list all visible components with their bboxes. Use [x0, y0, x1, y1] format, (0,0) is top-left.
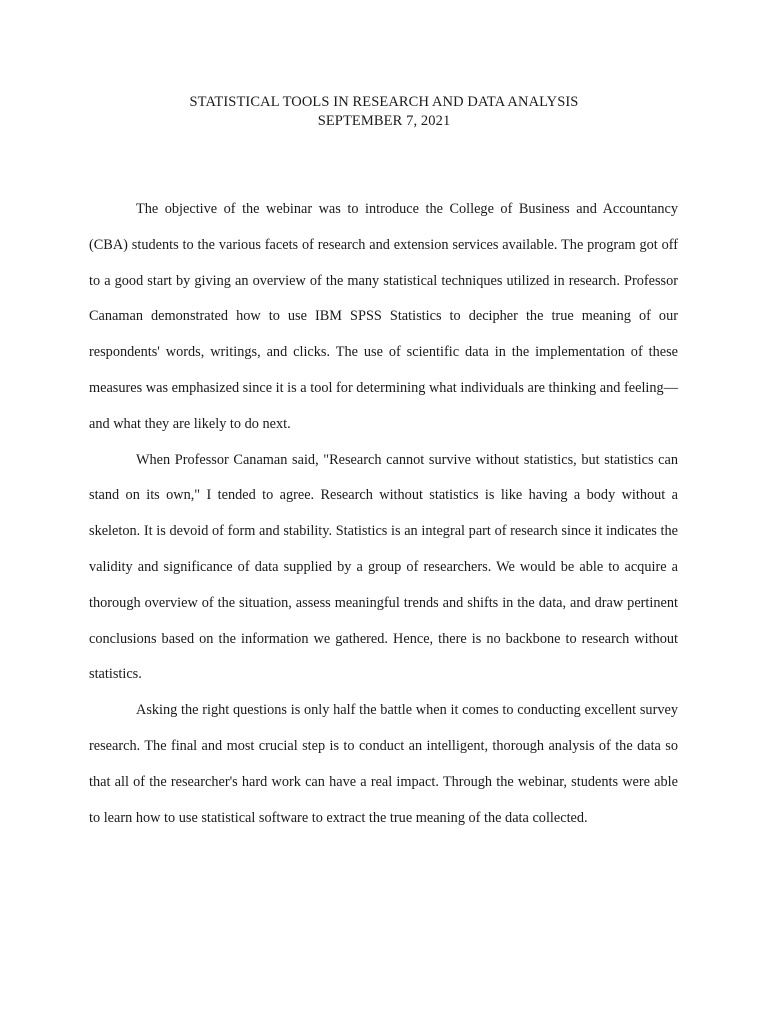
body-paragraph-2: When Professor Canaman said, "Research cannot survive without statistics, but statistics can stand on its own," I tended to agree. Research without statistics is like having a body without a skeleton. It is devoid of form and stability. Statistics is an integral part of research since it indicates the validity and significance of data supplied by a group of researchers. We would be able to acquire a thorough overview of the situation, assess meaningful trends and shifts in the data, and draw pertinent conclusions based on the information we gathered. Hence, there is no backbone to research without statistics.: [89, 451, 678, 683]
document-title: STATISTICAL TOOLS IN RESEARCH AND DATA ANALYSIS: [189, 94, 579, 110]
body-paragraph-3: Asking the right questions is only half the battle when it comes to conducting excellent survey research. The final and most crucial step is to conduct an intelligent, thorough analysis of the data so that all of the researcher's hard work can have a real impact. Through the webinar, students were able to learn how to use statistical software to extract the true meaning of the data collected.: [89, 702, 678, 826]
document-heading: [0, 93, 768, 131]
document-date: SEPTEMBER 7, 2021: [317, 113, 451, 129]
document-body: [89, 192, 678, 836]
body-paragraph-1: The objective of the webinar was to introduce the College of Business and Accountancy (CBA) students to the various facets of research and extension services available. The program got off to a good start by giving an overview of the many statistical techniques utilized in research. Professor Canaman demonstrated how to use IBM SPSS Statistics to decipher the true meaning of our respondents' words, writings, and clicks. The use of scientific data in the implementation of these measures was emphasized since it is a tool for determining what individuals are thinking and feeling—and what they are likely to do next.: [89, 201, 678, 432]
